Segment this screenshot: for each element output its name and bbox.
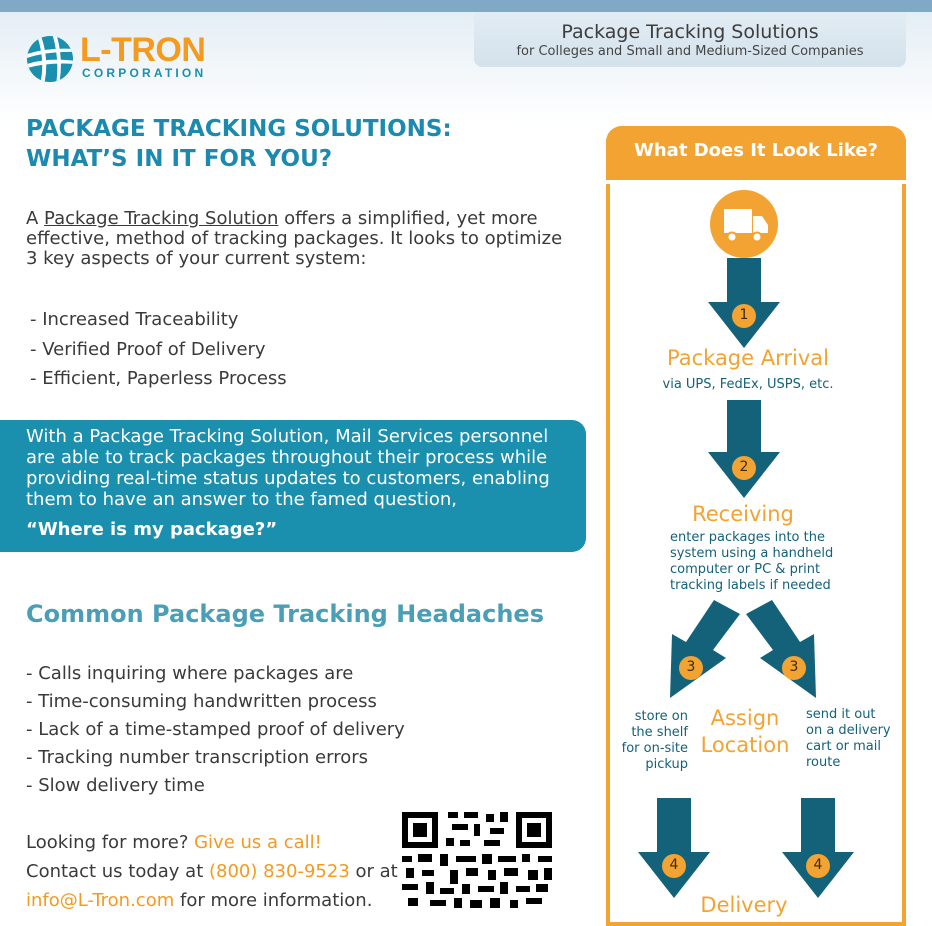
headache-item: - Calls inquiring where packages are: [26, 663, 354, 684]
step-2-desc-line: enter packages into the: [670, 530, 825, 545]
intro-pre: A: [26, 208, 45, 229]
logo-wordmark: L-TRON: [80, 31, 206, 69]
truck-icon: [710, 190, 778, 258]
step-1-title: Package Arrival: [667, 346, 829, 370]
intro-paragraph: [26, 209, 566, 269]
step-3-right-line: on a delivery: [806, 723, 891, 738]
aspect-item: - Increased Traceability: [30, 309, 239, 330]
callout-text: With a Package Tracking Solution, Mail Services personnel are able to track packages throughout their process while providing real-time status updates to customers, enabling them to have an answer to the famed question,: [26, 426, 550, 510]
step-4-title: Delivery: [700, 893, 788, 917]
headache-item: - Time-consuming handwritten process: [26, 691, 377, 712]
step-3-left-line: store on: [634, 709, 688, 724]
callout-quote: “Where is my package?”: [26, 519, 278, 540]
logo-corporation: CORPORATION: [82, 66, 207, 80]
headache-item: - Lack of a time-stamped proof of delivery: [26, 719, 405, 740]
step-3-right-number: 3: [789, 659, 799, 675]
email-link[interactable]: info@L-Tron.com: [26, 890, 175, 911]
step-2-title: Receiving: [692, 502, 794, 526]
callout-box: [0, 420, 586, 552]
aspect-item: - Efficient, Paperless Process: [30, 368, 287, 389]
step-3-title-line: Location: [700, 733, 790, 757]
phone-link[interactable]: (800) 830-9523: [208, 861, 350, 882]
step-2-desc-line: computer or PC & print: [670, 562, 821, 577]
step-4-right-number: 4: [813, 857, 823, 873]
sidebar-title: What Does It Look Like?: [606, 126, 906, 180]
step-2-desc-line: tracking labels if needed: [670, 578, 831, 593]
step-2-desc-line: system using a handheld: [670, 546, 834, 561]
main-heading: [26, 114, 586, 174]
arrow-step-3-left: [670, 600, 740, 698]
step-3-left-line: for on-site: [621, 741, 688, 756]
header-title: Package Tracking Solutions: [561, 21, 819, 43]
qr-code-icon: [400, 810, 554, 909]
step-2-number: 2: [739, 459, 749, 475]
intro-post: offers a simplified, yet more effective, method of tracking packages. It looks to optimize 3 key aspects of your current system:: [26, 208, 563, 269]
contact-line2-text: Contact us today at: [26, 861, 209, 882]
main-heading-line-2: WHAT’S IN IT FOR YOU?: [26, 146, 333, 172]
step-3-title: [694, 705, 796, 759]
step-3-left-line: the shelf: [631, 725, 688, 740]
headache-item: - Tracking number transcription errors: [26, 747, 368, 768]
step-3-right-desc: [806, 707, 891, 771]
aspect-item: - Verified Proof of Delivery: [30, 338, 266, 360]
step-3-right-line: send it out: [806, 707, 876, 722]
intro-link: Package Tracking Solution: [44, 208, 279, 229]
top-strip: [0, 0, 932, 12]
headache-item: - Slow delivery time: [26, 775, 205, 796]
process-flow: [606, 180, 906, 917]
step-3-right-line: cart or mail: [806, 739, 881, 754]
contact-line1-text: Looking for more?: [26, 832, 195, 853]
step-4-left-number: 4: [669, 857, 679, 873]
arrow-step-2: [708, 400, 780, 498]
step-1-number: 1: [739, 307, 749, 323]
call-link[interactable]: Give us a call!: [194, 832, 322, 853]
contact-line2-post: or at: [349, 861, 398, 882]
step-3-right-line: route: [806, 755, 841, 770]
contact-line3-text: for more information.: [174, 890, 373, 911]
headaches-list: [26, 660, 405, 800]
header-banner: [474, 12, 906, 67]
arrow-step-4-right: [782, 798, 854, 898]
main-heading-line-1: PACKAGE TRACKING SOLUTIONS:: [26, 116, 452, 142]
step-3-left-desc: [614, 709, 688, 773]
header-subtitle: for Colleges and Small and Medium-Sized Companies: [516, 44, 864, 59]
step-3-left-number: 3: [686, 659, 696, 675]
arrow-step-3-right: [746, 600, 816, 698]
step-2-desc: [670, 530, 833, 594]
logo: [26, 31, 226, 83]
qr-code[interactable]: [400, 810, 554, 909]
headaches-title: Common Package Tracking Headaches: [26, 600, 544, 628]
aspects-list: [30, 305, 287, 394]
step-3-title-line: Assign: [710, 706, 780, 730]
arrow-step-1: [708, 258, 780, 348]
logo-globe-icon: [26, 35, 74, 83]
contact-block: [26, 828, 398, 915]
step-1-desc: via UPS, FedEx, USPS, etc.: [662, 377, 834, 392]
step-3-left-line: pickup: [645, 757, 688, 772]
arrow-step-4-left: [638, 798, 710, 898]
